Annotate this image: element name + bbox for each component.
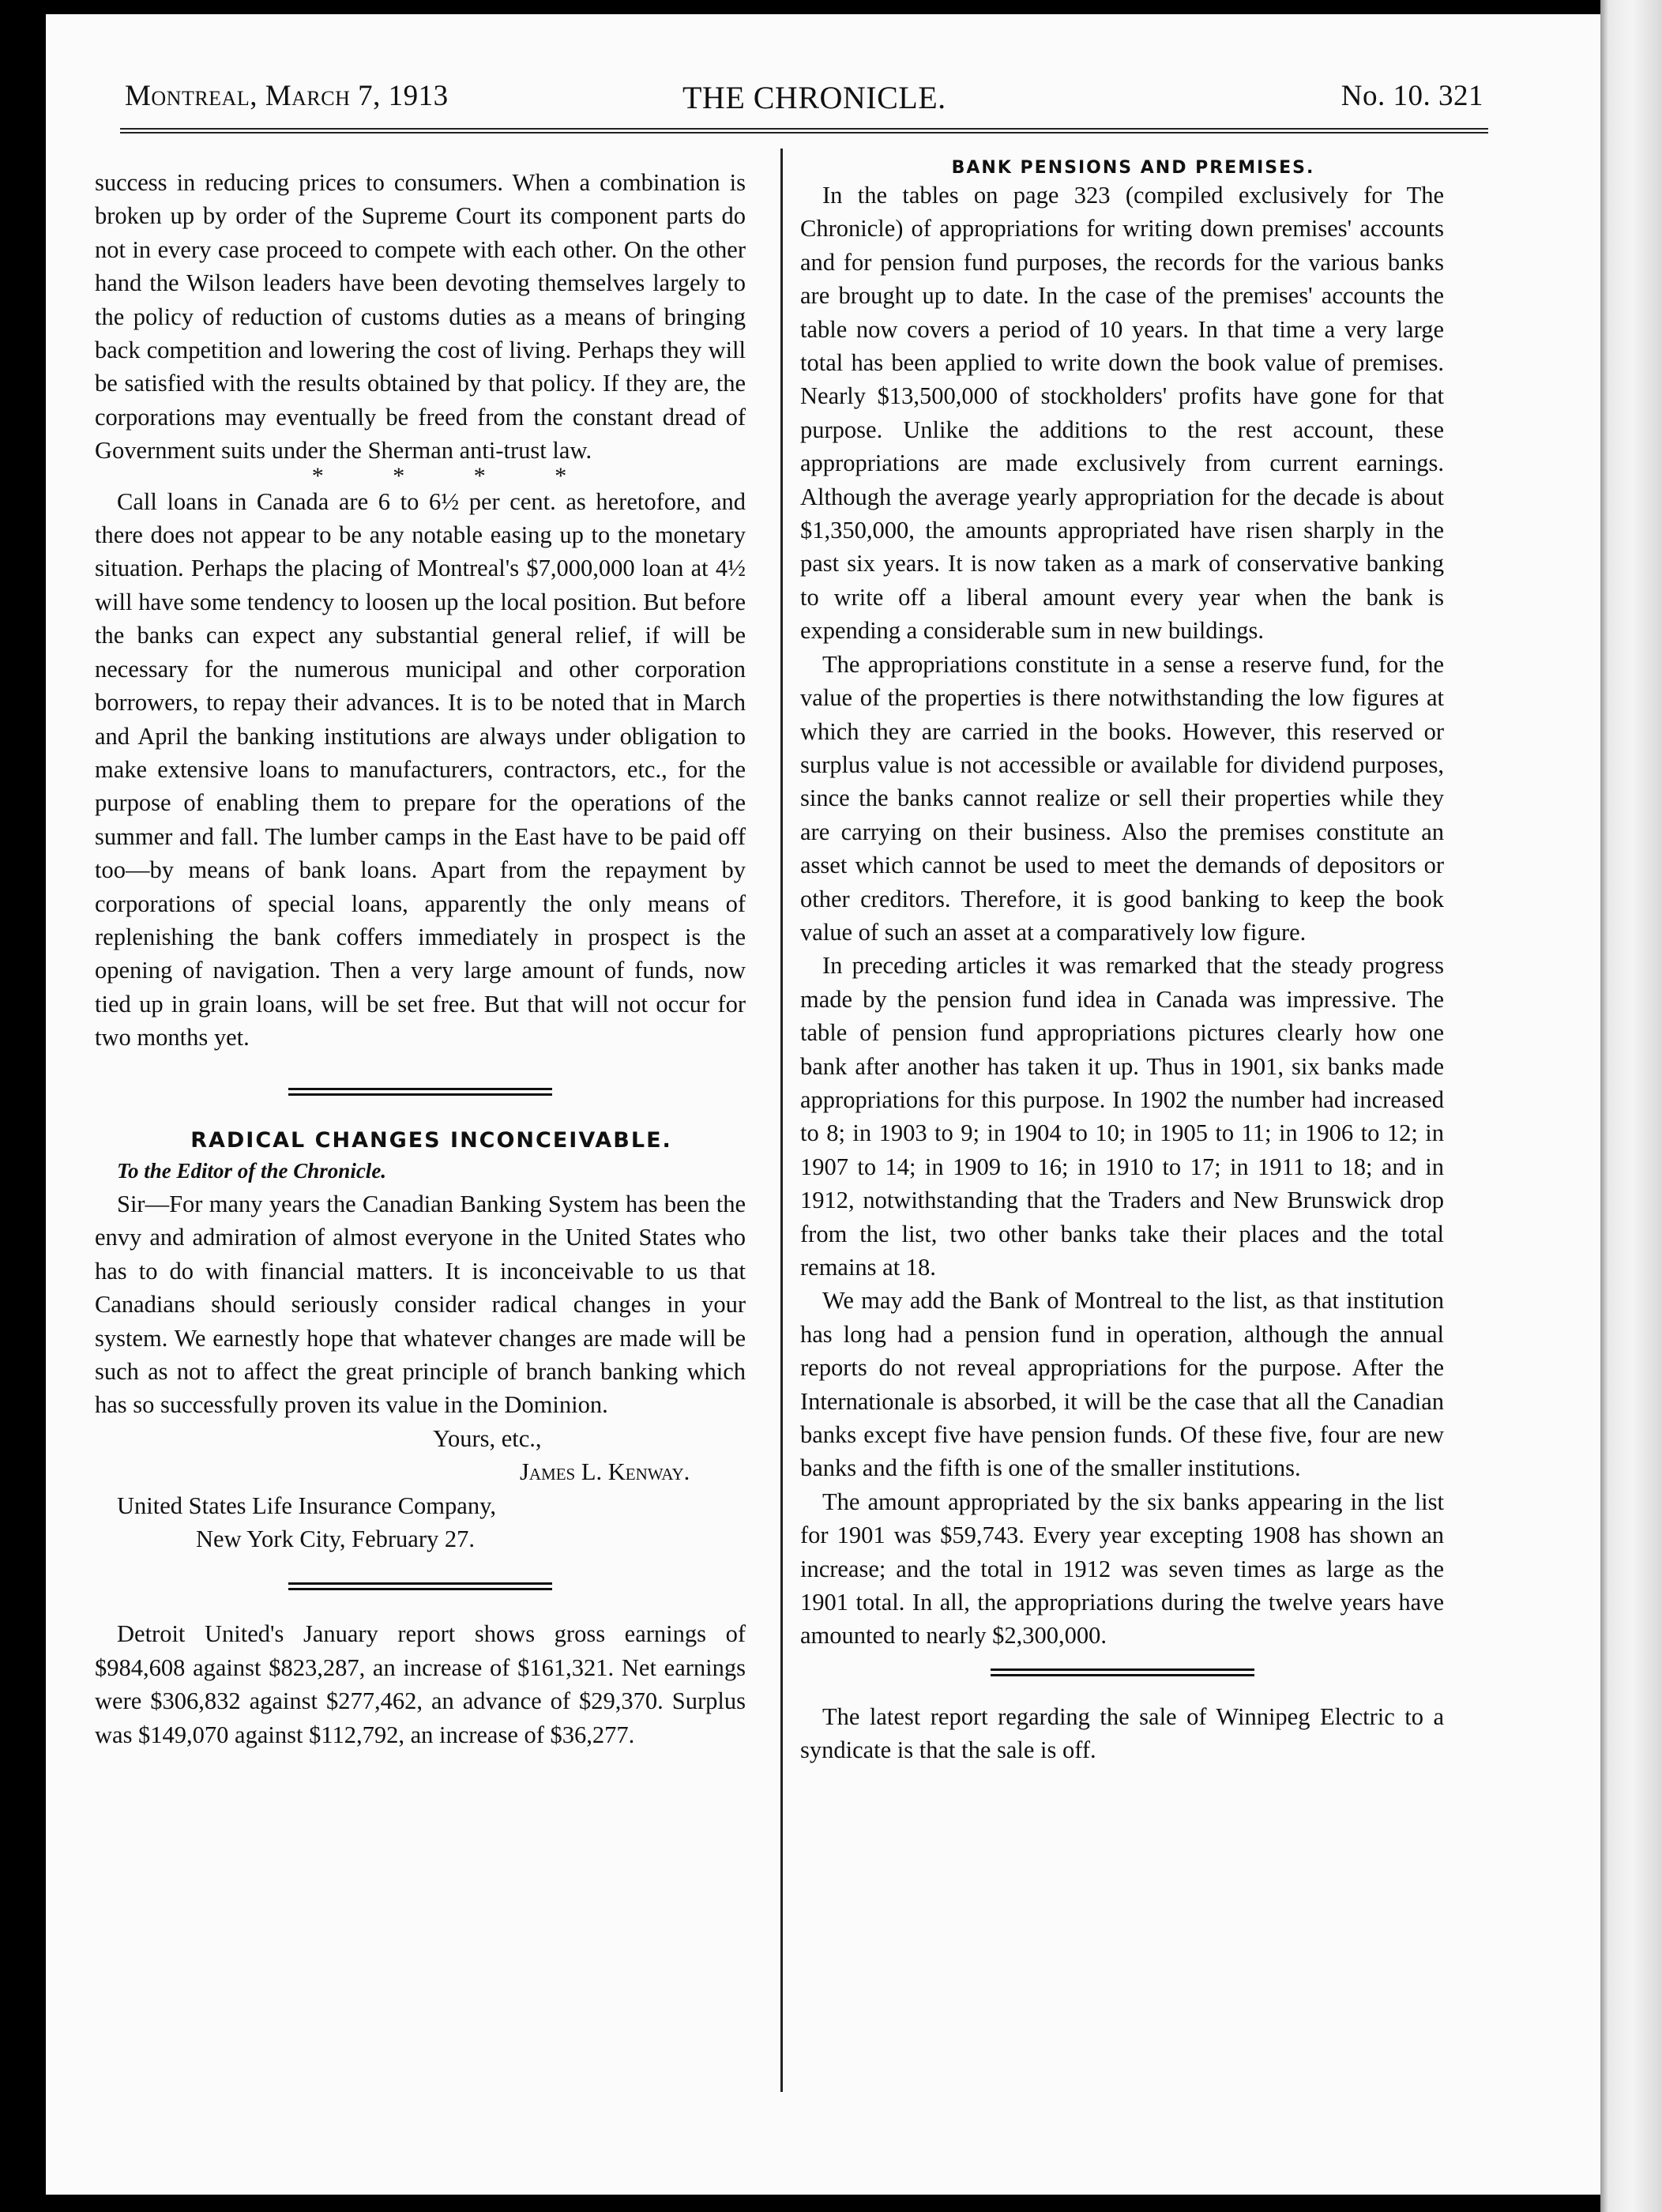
left-paragraph-call-loans: Call loans in Canada are 6 to 6½ per cent. as heretofore, and there does not appear to be any notable easing up to the monetary situation. Perhaps the placing of Montreal's $7,000,000 loan at 4½ will have some tendency to loosen up the local position. But before the banks can expect any substantial general relief, if will be necessary for the numerous municipal and other corporation borrowers, to repay their advances. It is to be noted that in March and April the banking institutions are always under obligation to make extensive loans to manufacturers, contractors, etc., for the purpose of enabling them to prepare for the operations of the summer and fall. The lumber camps in the East have to be paid off too—by means of bank loans. Apart from the repayment by corporations of special loans, apparently the only means of replenishing the bank coffers immediately in prospect is the opening of navigation. Then a very large amount of funds, now tied up in grain loans, will be set free. But that will not occur for two months yet. (95, 487, 746, 1051)
right-paragraph-3: In preceding articles it was remarked that the steady progress made by the pension fund idea in Canada was impressive. The table of pension fund appropriations pictures clearly how one bank after another has taken it up. Thus in 1901, six banks made appropriations for this purpose. In 1902 the number had increased to 8; in 1903 to 9; in 1904 to 10; in 1905 to 11; in 1906 to 12; in 1907 to 14; in 1909 to 16; in 1910 to 17; in 1911 to 18; and in 1912, notwithstanding that the Traders and New Brunswick drop from the list, two other banks take their places and the total remains at 18. (800, 952, 1444, 1281)
separator-rule (288, 1582, 552, 1590)
letter-body: Sir—For many years the Canadian Banking System has been the envy and admiration of almost everyone in the United States who has to do with financial matters. It is inconceivable to us that Canadians should seriously consider radical changes in your system. We earnestly hope that whatever changes are made will be such as not to affect the great principle of branch banking which has so successfully proven its value in the Dominion. (95, 1190, 746, 1419)
header-number-page: No. 10. 321 (1341, 80, 1483, 112)
header-place-date: Montreal, March 7, 1913 (125, 80, 449, 112)
letter-signature-name: James L. Kenway. (520, 1458, 690, 1486)
column-divider (780, 149, 783, 2092)
letter-signature-org: United States Life Insurance Company, (117, 1492, 496, 1519)
right-paragraph-4: We may add the Bank of Montreal to the list, as that institution has long had a pension fund in operation, although the annual reports do not reveal appropriations for the purpose. After the Internationale is absorbed, it will be the case that all the Canadian banks except five have pension funds. Of these five, four are new banks and the fifth is one of the smaller institutions. (800, 1287, 1444, 1482)
letter-salutation: To the Editor of the Chronicle. (117, 1158, 387, 1183)
letter-title: RADICAL CHANGES INCONCEIVABLE. (190, 1127, 672, 1153)
right-paragraph-2: The appropriations constitute in a sense a reserve fund, for the value of the properties is there notwithstanding the low figures at which they are carried in the books. However, this reserved or surplus value is not accessible or available for dividend purposes, since the banks cannot realize or sell their properties while they are carrying on their business. Also the premises constitute an asset which cannot be used to meet the demands of depositors or other creditors. Therefore, it is good banking to keep the book value of such an asset at a comparatively low figure. (800, 650, 1444, 946)
left-column (95, 166, 746, 1751)
right-paragraph-1: In the tables on page 323 (compiled exclusively for The Chronicle) of appropriations for writing down premises' accounts and for pension fund purposes, the records for the various banks are brought up to date. In the case of the premises' accounts the table now covers a period of 10 years. In that time a very large total has been applied to write down the book value of premises. Nearly $13,500,000 of stockholders' profits have gone for that purpose. Unlike the additions to the rest account, these appropriations are made exclusively from current earnings. Although the average yearly appropriation for the decade is about $1,350,000, the amounts appropriated have risen sharply in the past six years. It is now taken as a mark of conservative banking to write off a liberal amount every year when the bank is expending a considerable sum in new buildings. (800, 182, 1444, 645)
separator-rule (991, 1668, 1254, 1676)
newspaper-page (46, 14, 1600, 2195)
page-edge-shadow (1600, 0, 1662, 2212)
right-paragraph-5: The amount appropriated by the six banks appearing in the list for 1901 was $59,743. Every year excepting 1908 has shown an increase; and the total in 1912 was seven times as large as the 1901 total. In all, the appropriations during the twelve years have amounted to nearly $2,300,000. (800, 1488, 1444, 1650)
letter-signature-place: New York City, February 27. (196, 1525, 475, 1553)
page-header (125, 79, 1483, 126)
header-rule (120, 128, 1488, 134)
article-title: BANK PENSIONS AND PREMISES. (951, 158, 1315, 178)
header-title: THE CHRONICLE. (682, 80, 946, 115)
letter-sign-off: Yours, etc., (433, 1424, 542, 1452)
section-stars: * * * * (311, 462, 599, 489)
right-column (800, 158, 1444, 1767)
left-paragraph-detroit: Detroit United's January report shows gross earnings of $984,608 against $823,287, an increase of $161,321. Net earnings were $306,832 against $277,462, an advance of $29,370. Surplus was $149,070 against $112,792, an increase of $36,277. (95, 1620, 746, 1748)
separator-rule (288, 1088, 552, 1096)
left-paragraph-1: success in reducing prices to consumers. When a combination is broken up by order of the Supreme Court its component parts do not in every case proceed to compete with each other. On the other hand the Wilson leaders have been devoting themselves largely to the policy of reduction of customs duties as a means of bringing back competition and lowering the cost of living. Perhaps they will be satisfied with the results obtained by that policy. If they are, the corporations may eventually be freed from the constant dread of Government suits under the Sherman anti-trust law. (95, 169, 746, 465)
right-paragraph-winnipeg: The latest report regarding the sale of Winnipeg Electric to a syndicate is that the sale is off. (800, 1702, 1444, 1764)
